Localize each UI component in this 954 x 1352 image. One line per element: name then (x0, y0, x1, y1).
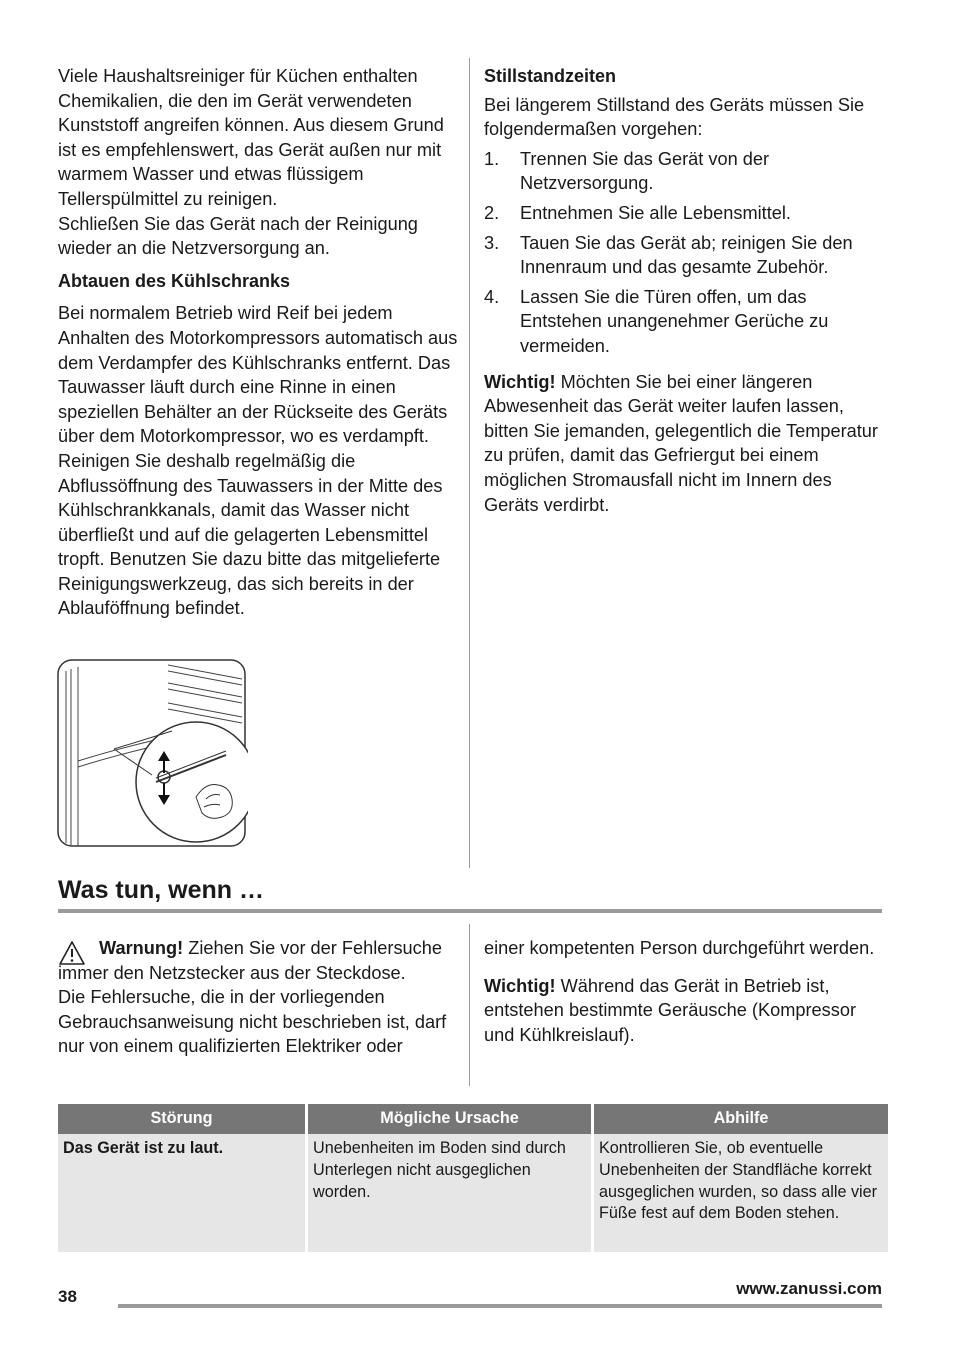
page-number: 38 (58, 1287, 77, 1306)
diagnosis-continuation: einer kompetenten Person durchgeführt werden. (484, 938, 875, 958)
idle-time-heading: Stillstandzeiten (484, 66, 617, 86)
defrost-paragraph: Bei normalem Betrieb wird Reif bei jedem Anhalten des Motorkompressors automatisch aus dem Verdampfer des Kühlschranks entfernt. Das Tauwasser läuft durch eine Rinne in einen speziellen Behälter an der Rückseite des Geräts über dem Motorkompressor, wo es verdampft. (58, 303, 458, 447)
header-remedy: Abhilfe (594, 1104, 888, 1134)
diagnosis-paragraph: Die Fehlersuche, die in der vorliegenden Gebrauchsanweisung nicht beschrieben ist, darf nur von einem qualifizierten Elektriker oder (58, 987, 447, 1057)
defrost-heading: Abtauen des Kühlschranks (58, 270, 291, 291)
list-item: 3. Tauen Sie das Gerät ab; reinigen Sie den Innenraum und das gesamte Zubehör. (484, 232, 853, 278)
table-row (58, 1134, 888, 1252)
noise-important-note: Wichtig! Während das Gerät in Betrieb ist, entstehen bestimmte Geräusche (Kompressor und Kühlkreislauf). (484, 975, 857, 1045)
important-label: Wichtig! (484, 371, 556, 392)
list-item: 2. Entnehmen Sie alle Lebensmittel. (484, 202, 791, 223)
idle-time-intro: Bei längerem Stillstand des Geräts müssen Sie folgendermaßen vorgehen: (484, 94, 865, 140)
important-label: Wichtig! (484, 975, 556, 996)
table-header-row (58, 1104, 888, 1134)
left-column (58, 64, 458, 621)
footer-url[interactable]: www.zanussi.com (736, 1279, 882, 1298)
footer-rule (118, 1304, 882, 1308)
header-cause: Mögliche Ursache (308, 1104, 591, 1134)
troubleshooting-right (484, 936, 882, 1047)
troubleshooting-left (58, 936, 458, 1059)
cause-cell: Unebenheiten im Boden sind durch Unterlegen nicht ausgeglichen worden. (308, 1134, 591, 1252)
cleaning-paragraph: Viele Haushaltsreiniger für Küchen enthalten Chemikalien, die den im Gerät verwendeten Kunststoff angreifen können. Aus diesem Grund ist es empfehlenswert, das Gerät außen nur mit warmem Wasser und etwas flüssigem Tellerspülmittel zu reinigen. (58, 66, 444, 209)
warning-paragraph: Warnung! Ziehen Sie vor der Fehlersuche immer den Netzstecker aus der Steckdose. (58, 938, 442, 983)
remedy-cell: Kontrollieren Sie, ob eventuelle Unebenheiten der Standfläche korrekt ausgeglichen wurden, so dass alle vier Füße fest auf dem Boden stehen. (594, 1134, 888, 1252)
right-column (484, 64, 882, 517)
drain-cleaning-illustration (56, 657, 248, 849)
column-divider-upper (469, 58, 470, 868)
troubleshooting-table (55, 1104, 891, 1252)
column-divider-lower (469, 924, 470, 1086)
drain-cleaning-paragraph: Reinigen Sie deshalb regelmäßig die Abflussöffnung des Tauwassers in der Mitte des Kühlschrankkanals, damit das Wasser nicht überfließt und auf die gelagerten Lebensmittel tropft. Benutzen Sie dazu bitte das mitgelieferte Reinigungswerkzeug, das sich bereits in der Ablauföffnung befindet. (58, 450, 443, 619)
warning-label: Warnung! (99, 938, 184, 958)
section-title: Was tun, wenn … (58, 876, 265, 904)
list-item: 1. Trennen Sie das Gerät von der Netzversorgung. (484, 148, 770, 194)
fault-cell: Das Gerät ist zu laut. (58, 1134, 305, 1252)
section-rule (58, 909, 882, 913)
list-item: 4. Lassen Sie die Türen offen, um das Entstehen unangenehmer Gerüche zu vermeiden. (484, 286, 829, 356)
reconnect-paragraph: Schließen Sie das Gerät nach der Reinigung wieder an die Netzversorgung an. (58, 213, 418, 259)
idle-steps-list (484, 147, 882, 359)
header-fault: Störung (58, 1104, 305, 1134)
idle-important-note: Wichtig! Möchten Sie bei einer längeren Abwesenheit das Gerät weiter laufen lassen, bitten Sie jemanden, gelegentlich die Temperatur zu prüfen, damit das Gefriergut bei einem möglichen Stromausfall nicht im Innern des Geräts verdirbt. (484, 371, 878, 515)
